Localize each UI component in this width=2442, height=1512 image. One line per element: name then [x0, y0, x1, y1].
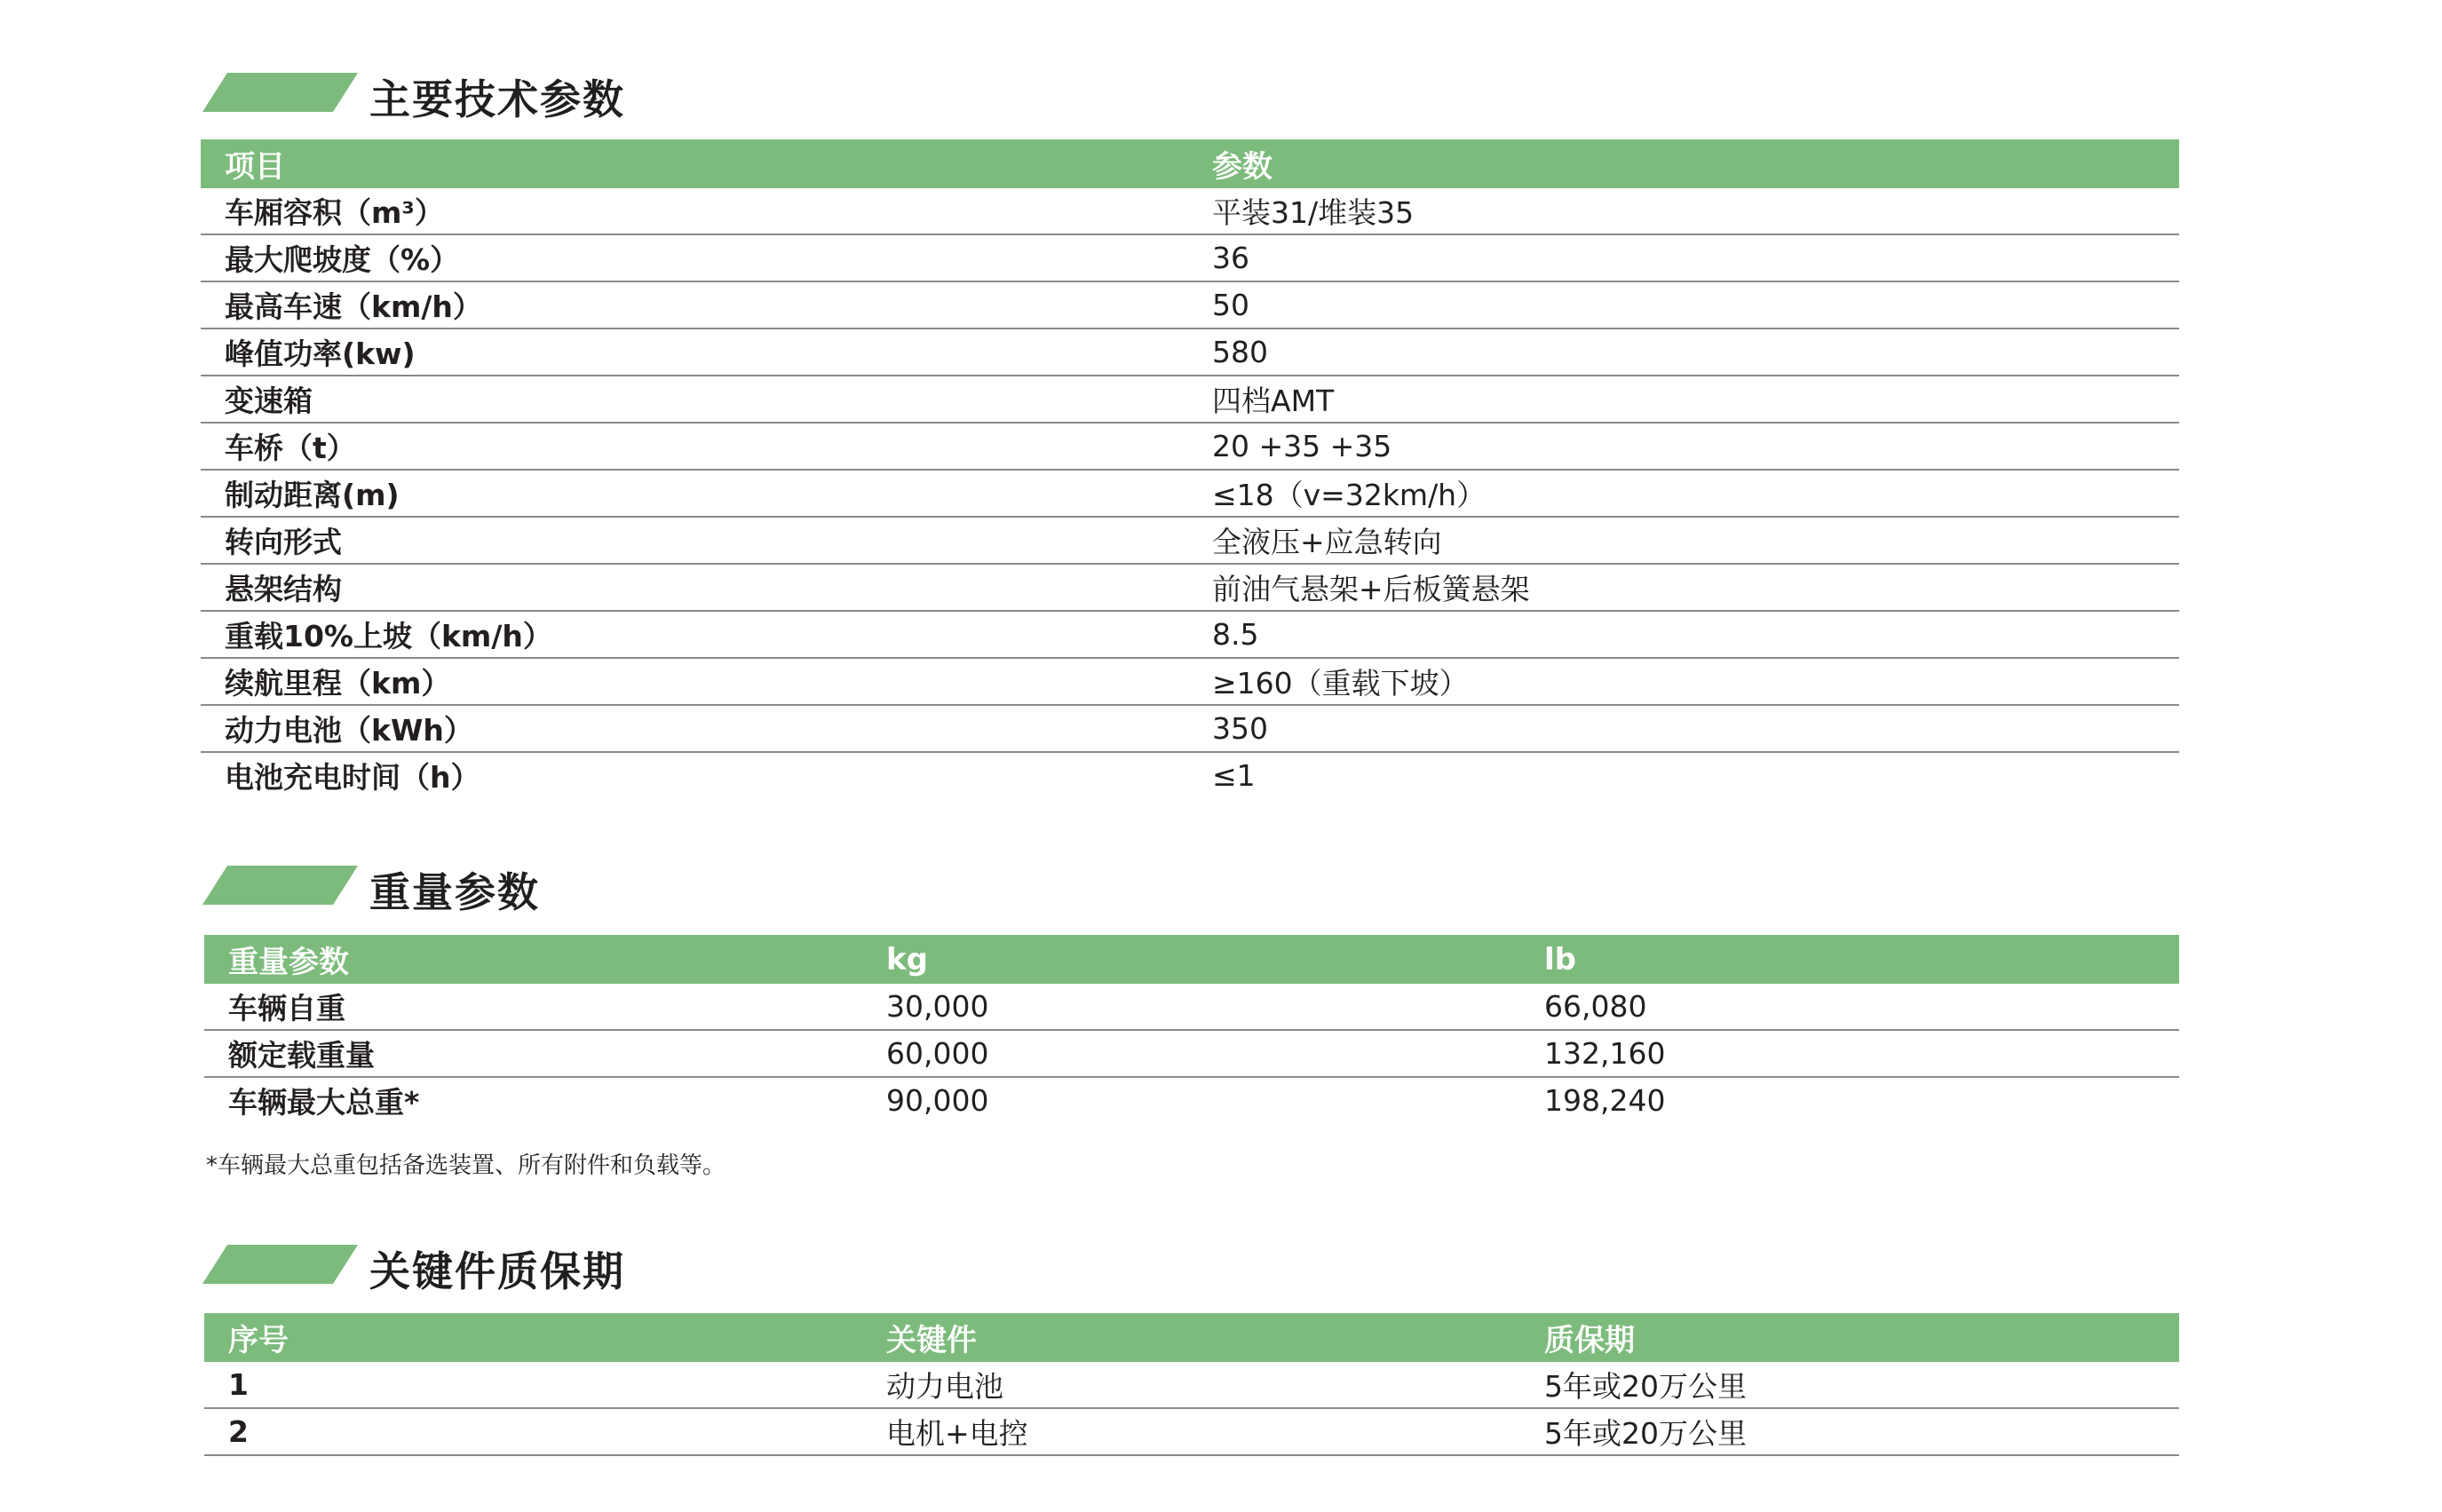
cell-item: 变速箱	[201, 376, 1188, 423]
col-header-no: 序号	[204, 1313, 862, 1362]
cell-name: 车辆自重	[204, 984, 862, 1030]
cell-value: 四档AMT	[1188, 376, 2179, 423]
cell-value: 50	[1188, 281, 2179, 329]
cell-value: 前油气悬架+后板簧悬架	[1188, 564, 2179, 611]
cell-item: 续航里程（km）	[201, 658, 1188, 705]
table-row	[201, 329, 2179, 376]
warranty-table	[204, 1313, 2179, 1456]
cell-item: 转向形式	[201, 517, 1188, 564]
table-row	[201, 188, 2179, 234]
cell-value: ≥160（重载下坡）	[1188, 658, 2179, 705]
warranty-section-header	[0, 1245, 1066, 1298]
tech-section-title: 主要技术参数	[369, 75, 625, 123]
cell-kg: 30,000	[862, 984, 1520, 1030]
col-header-value: 参数	[1188, 139, 2179, 188]
weight-table	[204, 935, 2179, 1123]
table-header-row	[204, 935, 2179, 984]
tech-spec-table	[201, 139, 2179, 798]
cell-item: 悬架结构	[201, 564, 1188, 611]
table-row	[201, 281, 2179, 329]
cell-period: 5年或20万公里	[1520, 1362, 2179, 1408]
col-header-lb: lb	[1520, 935, 2179, 984]
table-row	[201, 611, 2179, 658]
cell-value: 8.5	[1188, 611, 2179, 658]
col-header-kg: kg	[862, 935, 1520, 984]
cell-period: 5年或20万公里	[1520, 1408, 2179, 1455]
cell-item: 车桥（t）	[201, 423, 1188, 470]
cell-kg: 60,000	[862, 1030, 1520, 1077]
table-row	[201, 705, 2179, 752]
weight-footnote: *车辆最大总重包括备选装置、所有附件和负载等。	[206, 1152, 726, 1179]
cell-item: 峰值功率(kw)	[201, 329, 1188, 376]
table-header-row	[204, 1313, 2179, 1362]
section-accent-bar	[202, 1245, 358, 1284]
table-row	[201, 234, 2179, 281]
weight-section-title: 重量参数	[369, 868, 540, 916]
cell-value: ≤18（v=32km/h）	[1188, 470, 2179, 517]
cell-lb: 198,240	[1544, 1083, 1666, 1118]
cell-no: 1	[204, 1362, 862, 1408]
table-row	[201, 658, 2179, 705]
cell-item: 制动距离(m)	[201, 470, 1188, 517]
table-row	[204, 1077, 2179, 1123]
cell-item: 车厢容积（m³）	[201, 188, 1188, 234]
cell-item: 重载10%上坡（km/h）	[201, 611, 1188, 658]
tech-section-header	[0, 73, 1066, 126]
cell-item: 最高车速（km/h）	[201, 281, 1188, 329]
cell-value: 全液压+应急转向	[1188, 517, 2179, 564]
table-row	[204, 1408, 2179, 1455]
cell-value: 平装31/堆装35	[1188, 188, 2179, 234]
cell-lb: 132,160	[1520, 1030, 2179, 1077]
cell-part: 动力电池	[862, 1362, 1520, 1408]
cell-value: 350	[1188, 705, 2179, 752]
cell-value: ≤1	[1212, 758, 1256, 793]
weight-section-header	[0, 866, 1066, 919]
cell-item: 电池充电时间（h）	[225, 760, 480, 795]
table-row	[201, 470, 2179, 517]
cell-name: 车辆最大总重*	[228, 1085, 420, 1120]
col-header-item: 项目	[201, 139, 1188, 188]
table-row	[201, 423, 2179, 470]
section-accent-bar	[202, 866, 358, 905]
table-row	[201, 752, 2179, 798]
warranty-section-title: 关键件质保期	[369, 1247, 625, 1295]
table-row	[204, 1030, 2179, 1077]
table-row	[201, 376, 2179, 423]
cell-item: 动力电池（kWh）	[201, 705, 1188, 752]
cell-no: 2	[204, 1408, 862, 1455]
cell-value: 580	[1188, 329, 2179, 376]
cell-name: 额定载重量	[204, 1030, 862, 1077]
col-header-part: 关键件	[862, 1313, 1520, 1362]
cell-kg: 90,000	[886, 1083, 989, 1118]
cell-value: 36	[1188, 234, 2179, 281]
cell-lb: 66,080	[1520, 984, 2179, 1030]
cell-item: 最大爬坡度（%）	[201, 234, 1188, 281]
cell-value: 20 +35 +35	[1188, 423, 2179, 470]
table-row	[201, 564, 2179, 611]
cell-part: 电机+电控	[862, 1408, 1520, 1455]
table-row	[204, 984, 2179, 1030]
col-header-weight-name: 重量参数	[204, 935, 862, 984]
table-row	[201, 517, 2179, 564]
table-header-row	[201, 139, 2179, 188]
table-row	[204, 1362, 2179, 1408]
col-header-period: 质保期	[1520, 1313, 2179, 1362]
section-accent-bar	[202, 73, 358, 112]
